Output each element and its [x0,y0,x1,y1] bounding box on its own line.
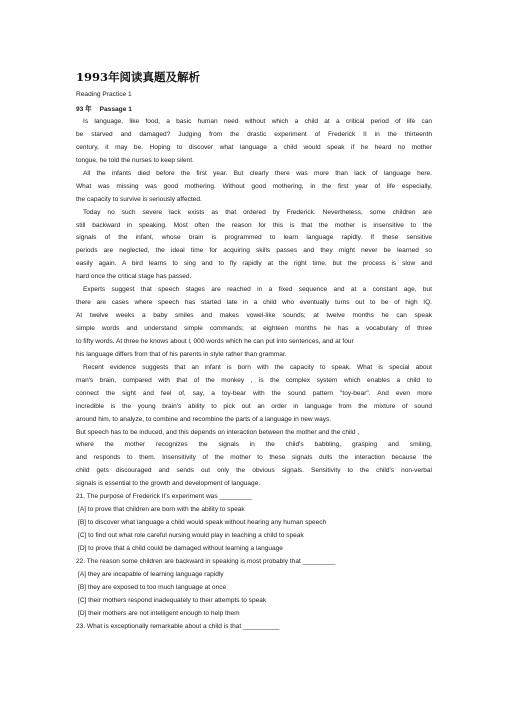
option-22c: [C] their mothers respond inadequately to their attempts to speak [78,596,267,604]
text-line: be starved and damaged? Judging from the drastic experiment of Frederick II in the thirteenth [76,130,432,138]
text-line: signals is essential to the growth and development of language. [76,480,261,488]
text-line: easily again. A bird learns to sing and to fly rapidly at the right time, but the process is slow and [76,260,432,268]
text-line: incredible is the young brain's ability to pick out an order in language from the mixture of sound [76,402,432,410]
text-line: there are cases where speech has started late in a child who eventually turns out to be of high IQ. [76,299,432,307]
option-21d: [D] to prove that a child could be damaged without learning a language [78,544,283,552]
text-line: his language differs from that of his parents in style rather than grammar. [76,350,287,358]
question-22: 22. The reason some children are backward in speaking is most probably that _________ [76,557,336,565]
year-label: 93 年 [76,106,92,113]
text-line: to fifty words. At three he knows about l, 000 words which he can put into sentences, and at four [76,337,354,345]
text-line: signals of the infant, whose brain is programmed to learn language rapidly. If these sensitive [76,234,432,242]
passage-body [76,116,432,634]
text-line: connect the sight and feel of, say, a toy-bear with the sound pattern "toy-bear". And even more [76,389,432,397]
option-21b: [B] to discover what language a child would speak without hearing any human speech [78,519,327,527]
option-22d: [D] their mothers are not intelligent enough to help them [78,609,240,617]
text-line: Experts suggest that speech stages are reached in a fixed sequence and at a constant age, but [83,286,432,294]
text-line: periods are neglected, the ideal time for acquiring skills passes and they might never be learned so [76,247,432,255]
text-line: the capacity to survive is seriously affected. [76,195,202,203]
passage-header [76,103,132,113]
text-line: tongue, he told the nurses to keep silent. [76,156,194,164]
page-title: 1993年阅读真题及解析 [76,70,201,84]
page-subtitle: Reading Practice 1 [76,91,132,98]
option-22b: [B] they are exposed to too much language at once [78,583,227,591]
text-line: around him, to analyze, to combine and recombine the parts of a language in new ways. [76,415,332,423]
text-line: child gets discouraged and sends out only the obvious signals. Sensitivity to the child's non-verbal [76,467,432,475]
option-21a: [A] to prove that children are born with the ability to speak [78,506,245,514]
text-line: century, it may be. Hoping to discover what language a child would speak if he heard no mother [76,143,432,151]
option-21c: [C] to find out what role careful nursing would play in teaching a child to speak [78,532,304,539]
option-22a: [A] they are incapable of learning language rapidly [78,570,224,578]
passage-label: Passage 1 [99,106,132,113]
text-line: still backward in speaking. Most often the reason for this is that the mother is insensitive to the [76,221,432,229]
text-line: where the mother recognizes the signals in the child's babbling, grasping and smiling, [76,441,432,449]
text-line: simple words and understand simple commands; at eighteen months he has a vocabulary of three [76,325,432,332]
text-line: But speech has to be induced, and this depends on interaction between the mother and the child , [76,428,360,436]
text-line: and responds to them. Insensitivity of the mother to these signals dulls the interaction because the [76,454,432,462]
question-21: 21. The purpose of Frederick II's experiment was _________ [76,493,253,501]
text-line: Is language, like food, a basic human need without which a child at a critical period of life can [83,118,432,125]
text-line: All the infants died before the first year. But clearly there was more than lack of language here. [83,169,432,177]
text-line: hard once the critical stage has passed. [76,273,192,281]
question-23: 23. What is exceptionally remarkable about a child is that __________ [76,622,280,630]
text-line: Today no such severe lack exists as that ordered by Frederick. Nevertheless, some children are [83,208,432,216]
text-line: What was missing was good mothering. Without good mothering, in the first year of life especially, [76,182,432,190]
text-line: Recent evidence suggests that an infant is born with the capacity to speak. What is special about [83,363,432,371]
text-line: At twelve weeks a baby smiles and makes vowel-like sounds; at twelve months he can speak [76,312,432,320]
text-line: man's brain, compared with that of the monkey , is the complex system which enables a child to [76,376,432,384]
